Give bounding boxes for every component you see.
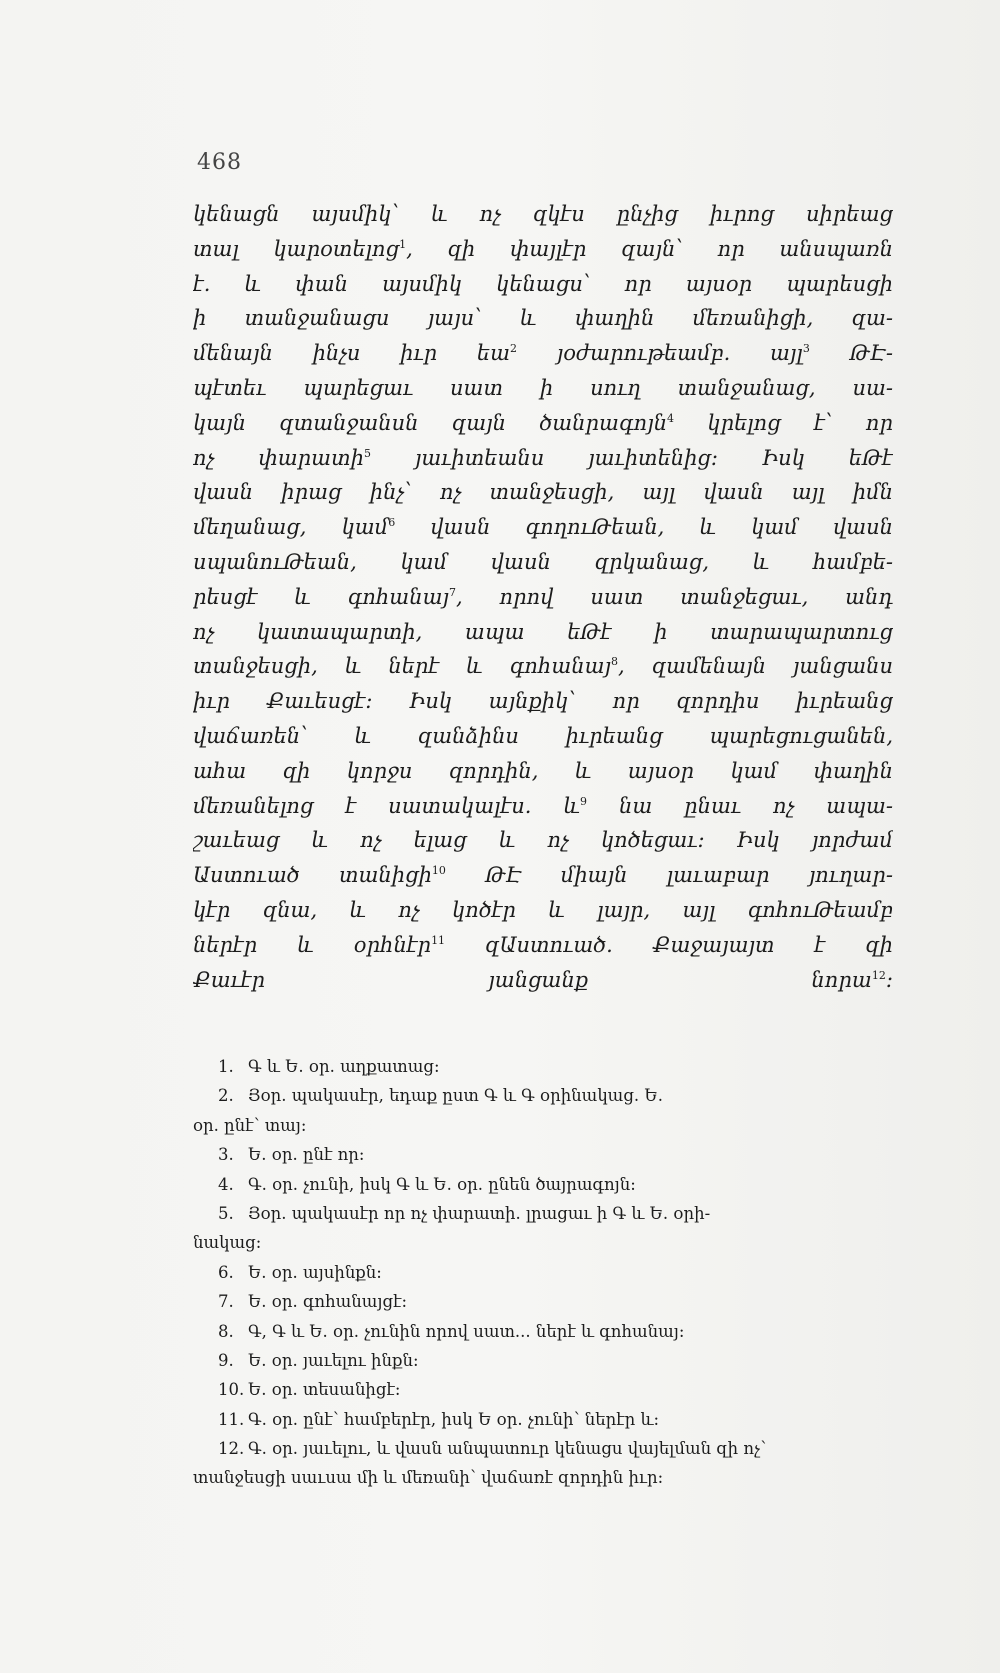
footnote-text: Ե. օր. գոհանայցէ։ xyxy=(248,1292,408,1312)
body-line: ահա զի կորջս զորդին, և այսօր կամ փաղին xyxy=(193,758,893,783)
footnote-marker: 3 xyxy=(802,342,810,356)
footnote-marker: 7 xyxy=(448,585,456,599)
footnote-text: Յօր. պակասէր որ ոչ փարատի. լրացաւ ի Գ և Ե. օրի- xyxy=(248,1203,711,1223)
footnote-marker: 9 xyxy=(580,794,588,808)
body-line-segment: նա ընաւ ոչ ապա- xyxy=(587,793,893,818)
body-line: վաճառեն՝ և զանձինս իւրեանց պարեցուցանեն, xyxy=(193,723,893,748)
footnote-number: 2. xyxy=(218,1086,234,1106)
footnote-text: Ե. օր. այսինքն։ xyxy=(248,1262,382,1282)
footnote-number: 8. xyxy=(218,1321,234,1341)
body-text xyxy=(193,197,893,997)
body-line: տանջեսցի, և ներէ և գոհանայ$^8$, զամենայն յանցանս xyxy=(193,654,893,679)
footnote-text: Գ. օր. չունի, իսկ Գ և Ե. օր. ընեն ծայրագոյն։ xyxy=(248,1174,636,1194)
footnote-text: տանջեսցի սաւսա մի և մեռանի՝ վաճառէ զորդին իւր։ xyxy=(193,1468,664,1488)
body-line-segment: կրելոց է՝ որ xyxy=(674,410,893,435)
body-line: ի տանջանացս յայս՝ և փաղին մեռանիցի, զա- xyxy=(193,306,893,331)
body-line-segment: , զամենայն յանցանս xyxy=(618,654,893,679)
footnote-number: 11. xyxy=(218,1409,245,1429)
footnote-text: Գ. օր. յաւելու, և վասն անպատուր կենացս վայելման զի ոչ՝ xyxy=(248,1439,767,1459)
body-line: շաւեաց և ոչ ելաց և ոչ կոծեցաւ։ Իսկ յորժամ xyxy=(193,828,893,853)
footnote-line xyxy=(193,1463,893,1492)
footnote-number: 5. xyxy=(218,1203,234,1223)
body-line: վասն իրաց ինչ՝ ոչ տանջեսցի, այլ վասն այլ իմն xyxy=(193,480,893,505)
footnote-text: Գ, Գ և Ե. օր. չունին որով սատ... ներէ և գոհանայ։ xyxy=(248,1321,685,1341)
body-line-segment: , զի փայլէր զայն՝ որ անսպառն xyxy=(406,236,893,261)
footnote-marker: 5 xyxy=(363,446,371,460)
page-number: 468 xyxy=(197,150,242,175)
footnote-line xyxy=(193,1317,893,1346)
footnote-number: 10. xyxy=(218,1380,245,1400)
footnote-marker: 8 xyxy=(611,655,619,669)
body-line: կէր զնա, և ոչ կոծէր և լայր, այլ գոհուԹեամբ xyxy=(193,897,893,922)
footnote-line xyxy=(193,1140,893,1169)
body-line: տալ կարօտելոց$^1$, զի փայլէր զայն՝ որ անսպառն xyxy=(193,236,893,261)
footnote-text: օր. ընէ՝ տայ։ xyxy=(193,1115,307,1135)
body-line: մեղանաց, կամ$^6$ վասն գողուԹեան, և կամ վասն xyxy=(193,515,893,540)
body-line: ոչ փարատի$^5$ յաւիտեանս յաւիտենից։ Իսկ եԹէ xyxy=(193,445,893,470)
body-line-segment: վասն գողուԹեան, և կամ վասն xyxy=(395,515,893,540)
footnote-line xyxy=(193,1199,893,1228)
body-line: պէտեւ պարեցաւ սատ ի սուղ տանջանաց, սա- xyxy=(193,375,893,400)
footnote-number: 6. xyxy=(218,1262,234,1282)
body-line: րեսցէ և գոհանայ$^7$, որով սատ տանջեցաւ, անդ xyxy=(193,584,893,609)
footnote-line xyxy=(193,1052,893,1081)
footnote-number: 9. xyxy=(218,1350,234,1370)
footnote-marker: 10 xyxy=(431,864,446,878)
footnote-line xyxy=(193,1287,893,1316)
footnote-marker: 6 xyxy=(388,516,396,530)
footnote-text: նակաց։ xyxy=(193,1233,262,1253)
footnote-text: Ե. օր. տեսանիցէ։ xyxy=(248,1380,401,1400)
footnote-text: Յօր. պակասէր, եդաք ըստ Գ և Գ օրինակաց. Ե. xyxy=(248,1086,663,1106)
body-line: մենայն ինչս իւր եա$^2$ յօժարութեամբ. այլ$^3$ ԹԷ- xyxy=(193,341,893,366)
footnote-line xyxy=(193,1375,893,1404)
footnote-text: Ե. օր. ընէ որ։ xyxy=(248,1145,365,1165)
footnote-text: Ե. օր. յաւելու ինքն։ xyxy=(248,1350,419,1370)
footnote-line xyxy=(193,1081,893,1110)
body-line: իւր Քաւեսցէ։ Իսկ այնքիկ՝ որ զորդիս իւրեանց xyxy=(193,689,893,714)
body-line: կենացն այսմիկ՝ և ոչ զկէս ընչից իւրոց սիրեաց xyxy=(193,202,893,226)
body-line-segment: զԱստուած. Քաջայայտ է զի xyxy=(445,932,893,957)
footnote-number: 4. xyxy=(218,1174,234,1194)
footnote-number: 7. xyxy=(218,1292,234,1312)
footnote-marker: 2 xyxy=(510,342,518,356)
body-line: է. և փան այսմիկ կենացս՝ որ այսօր պարեսցի xyxy=(193,271,893,296)
body-line: Աստուած տանիցի$^{10}$ ԹԷ միայն լաւաբար յուղար- xyxy=(193,863,893,888)
body-line-segment: ԹԷ միայն լաւաբար յուղար- xyxy=(445,863,893,888)
body-line-segment: ԹԷ- xyxy=(809,341,893,366)
body-line-segment: յօժարութեամբ. այլ xyxy=(517,341,803,366)
footnote-line xyxy=(193,1228,893,1257)
footnote-marker: 4 xyxy=(667,411,675,425)
footnote-line xyxy=(193,1111,893,1140)
body-line: ներէր և օրհնէր$^{11}$ զԱստուած. Քաջայայտ է զի xyxy=(193,932,893,957)
footnote-number: 1. xyxy=(218,1057,234,1076)
footnote-line xyxy=(193,1346,893,1375)
body-line-segment: յաւիտեանս յաւիտենից։ Իսկ եԹէ xyxy=(370,445,893,470)
footnote-text: Գ և Ե. օր. աղքատաց։ xyxy=(248,1057,440,1076)
body-line: ոչ կատապարտի, ապա եԹէ ի տարապարտուց xyxy=(193,619,893,644)
footnote-number: 12. xyxy=(218,1439,245,1459)
body-line: սպանուԹեան, կամ վասն զրկանաց, և համբե- xyxy=(193,549,893,574)
footnote-line xyxy=(193,1405,893,1434)
body-line: Քաւէր յանցանք նորա$^{12}$։ xyxy=(193,967,893,992)
body-line-segment: , որով սատ տանջեցաւ, անդ xyxy=(455,584,893,609)
footnote-line xyxy=(193,1170,893,1199)
footnote-line xyxy=(193,1258,893,1287)
footnote-text: Գ. օր. ընէ՝ համբերէր, իսկ Ե օր. չունի՝ ներէր և։ xyxy=(248,1409,660,1429)
footnote-marker: 1 xyxy=(399,237,407,251)
footnote-number: 3. xyxy=(218,1145,234,1165)
footnote-line xyxy=(193,1434,893,1463)
body-line: կայն զտանջանսն զայն ծանրագոյն$^4$ կրելոց է՝ որ xyxy=(193,410,893,435)
body-line: մեռանելոց է սատակալէս. և$^9$ նա ընաւ ոչ ապա- xyxy=(193,793,893,818)
footnotes xyxy=(193,1052,893,1493)
footnote-marker: 12 xyxy=(871,968,886,982)
body-line-segment: ։ xyxy=(885,967,893,992)
footnote-marker: 11 xyxy=(431,933,446,947)
